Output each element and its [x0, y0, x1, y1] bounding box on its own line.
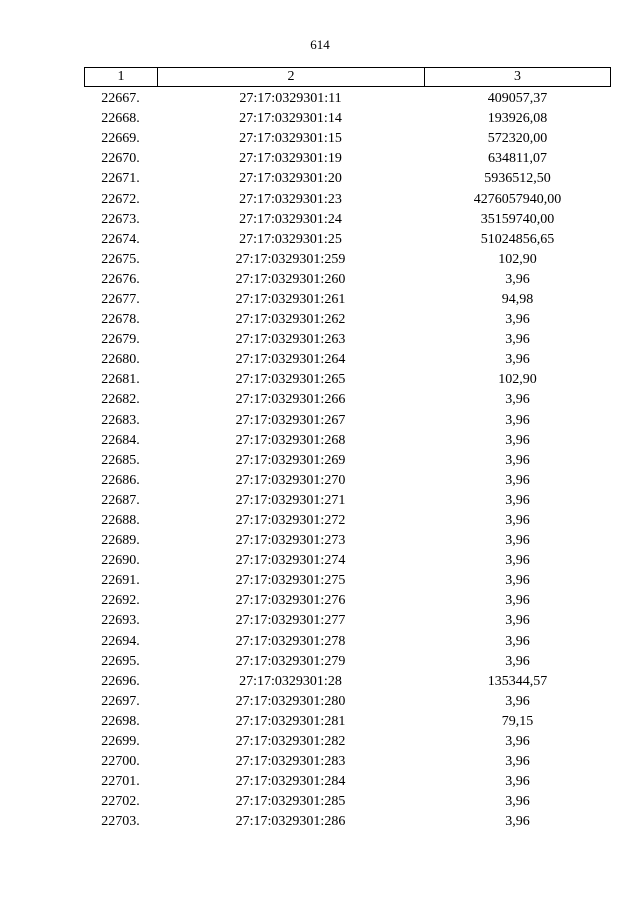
cadastral-value: 102,90	[498, 251, 537, 267]
table-row	[84, 330, 611, 350]
cadastral-number: 27:17:0329301:25	[239, 231, 342, 247]
cadastral-value: 94,98	[501, 291, 534, 307]
row-number: 22692.	[101, 593, 140, 609]
cadastral-value: 3,96	[505, 452, 530, 468]
table-row	[84, 551, 611, 571]
cadastral-number: 27:17:0329301:275	[235, 573, 346, 589]
cadastral-value: 3,96	[505, 412, 530, 428]
table-row	[84, 129, 611, 149]
cadastral-number: 27:17:0329301:262	[235, 312, 346, 328]
row-number: 22690.	[101, 553, 140, 569]
row-number: 22685.	[101, 452, 140, 468]
table-row	[84, 772, 611, 792]
cadastral-number: 27:17:0329301:283	[235, 754, 346, 770]
cadastral-number: 27:17:0329301:273	[235, 533, 346, 549]
row-number: 22687.	[101, 492, 140, 508]
cadastral-number: 27:17:0329301:14	[239, 111, 342, 127]
cadastral-value: 3,96	[505, 472, 530, 488]
table-row	[84, 792, 611, 812]
row-number: 22669.	[101, 131, 140, 147]
row-number: 22672.	[101, 191, 140, 207]
row-number: 22671.	[101, 171, 140, 187]
cadastral-number: 27:17:0329301:285	[235, 794, 346, 810]
cadastral-value: 3,96	[505, 593, 530, 609]
table-row	[84, 189, 611, 209]
cadastral-value: 409057,37	[487, 91, 548, 107]
table-row	[84, 411, 611, 431]
cadastral-value: 3,96	[505, 432, 530, 448]
table-row	[84, 431, 611, 451]
row-number: 22667.	[101, 91, 140, 107]
table-row	[84, 350, 611, 370]
table-row	[84, 370, 611, 390]
table-row	[84, 812, 611, 832]
row-number: 22676.	[101, 271, 140, 287]
cadastral-number: 27:17:0329301:11	[239, 91, 342, 107]
row-number: 22670.	[101, 151, 140, 167]
cadastral-value: 79,15	[501, 713, 534, 729]
row-number: 22677.	[101, 291, 140, 307]
row-number: 22702.	[101, 794, 140, 810]
column-header-1: 1	[85, 68, 158, 86]
row-number: 22693.	[101, 613, 140, 629]
cadastral-value: 3,96	[505, 533, 530, 549]
cadastral-number: 27:17:0329301:24	[239, 211, 342, 227]
table-row	[84, 451, 611, 471]
cadastral-value: 3,96	[505, 573, 530, 589]
cadastral-value: 3,96	[505, 794, 530, 810]
cadastral-value: 3,96	[505, 653, 530, 669]
cadastral-number: 27:17:0329301:272	[235, 513, 346, 529]
cadastral-value: 3,96	[505, 633, 530, 649]
table-row	[84, 491, 611, 511]
cadastral-number: 27:17:0329301:19	[239, 151, 342, 167]
table-row	[84, 692, 611, 712]
cadastral-value: 35159740,00	[480, 211, 555, 227]
row-number: 22674.	[101, 231, 140, 247]
cadastral-number: 27:17:0329301:28	[239, 673, 342, 689]
cadastral-number: 27:17:0329301:286	[235, 814, 346, 830]
cadastral-number: 27:17:0329301:270	[235, 472, 346, 488]
row-number: 22701.	[101, 774, 140, 790]
cadastral-value: 3,96	[505, 814, 530, 830]
cadastral-value: 3,96	[505, 754, 530, 770]
cadastral-value: 3,96	[505, 734, 530, 750]
table-row	[84, 149, 611, 169]
row-number: 22696.	[101, 673, 140, 689]
cadastral-value: 135344,57	[487, 673, 548, 689]
row-number: 22688.	[101, 513, 140, 529]
cadastral-number: 27:17:0329301:23	[239, 191, 342, 207]
table-row	[84, 571, 611, 591]
row-number: 22691.	[101, 573, 140, 589]
table-row	[84, 611, 611, 631]
cadastral-number: 27:17:0329301:274	[235, 553, 346, 569]
cadastral-number: 27:17:0329301:20	[239, 171, 342, 187]
cadastral-number: 27:17:0329301:265	[235, 372, 346, 388]
table-row	[84, 712, 611, 732]
cadastral-number: 27:17:0329301:15	[239, 131, 342, 147]
table-row	[84, 230, 611, 250]
table-row	[84, 652, 611, 672]
cadastral-number: 27:17:0329301:267	[235, 412, 346, 428]
row-number: 22695.	[101, 653, 140, 669]
cadastral-value: 102,90	[498, 372, 537, 388]
cadastral-value: 3,96	[505, 553, 530, 569]
cadastral-value: 3,96	[505, 774, 530, 790]
row-number: 22684.	[101, 432, 140, 448]
table-row	[84, 169, 611, 189]
table-row	[84, 471, 611, 491]
cadastral-value: 3,96	[505, 613, 530, 629]
row-number: 22673.	[101, 211, 140, 227]
row-number: 22699.	[101, 734, 140, 750]
cadastral-value: 3,96	[505, 392, 530, 408]
row-number: 22683.	[101, 412, 140, 428]
cadastral-value: 193926,08	[487, 111, 548, 127]
cadastral-value: 3,96	[505, 492, 530, 508]
row-number: 22679.	[101, 332, 140, 348]
cadastral-value: 3,96	[505, 352, 530, 368]
table-row	[84, 752, 611, 772]
cadastral-value: 4276057940,00	[473, 191, 562, 207]
cadastral-value: 3,96	[505, 332, 530, 348]
cadastral-number: 27:17:0329301:259	[235, 251, 346, 267]
table-body	[84, 89, 611, 832]
cadastral-number: 27:17:0329301:277	[235, 613, 346, 629]
table-row	[84, 250, 611, 270]
table-row	[84, 310, 611, 330]
table-row	[84, 270, 611, 290]
cadastral-number: 27:17:0329301:278	[235, 633, 346, 649]
row-number: 22681.	[101, 372, 140, 388]
cadastral-number: 27:17:0329301:260	[235, 271, 346, 287]
cadastral-value: 3,96	[505, 312, 530, 328]
row-number: 22675.	[101, 251, 140, 267]
row-number: 22678.	[101, 312, 140, 328]
table-row	[84, 390, 611, 410]
cadastral-number: 27:17:0329301:271	[235, 492, 346, 508]
table-row	[84, 632, 611, 652]
cadastral-number: 27:17:0329301:280	[235, 693, 346, 709]
cadastral-value: 3,96	[505, 513, 530, 529]
cadastral-value: 5936512,50	[484, 171, 551, 187]
table-row	[84, 591, 611, 611]
row-number: 22668.	[101, 111, 140, 127]
table-row	[84, 511, 611, 531]
cadastral-number: 27:17:0329301:281	[235, 713, 346, 729]
cadastral-number: 27:17:0329301:268	[235, 432, 346, 448]
cadastral-value: 3,96	[505, 271, 530, 287]
table-row	[84, 290, 611, 310]
row-number: 22703.	[101, 814, 140, 830]
cadastral-number: 27:17:0329301:282	[235, 734, 346, 750]
table-row	[84, 210, 611, 230]
table-row	[84, 109, 611, 129]
cadastral-number: 27:17:0329301:261	[235, 291, 346, 307]
row-number: 22698.	[101, 713, 140, 729]
row-number: 22694.	[101, 633, 140, 649]
cadastral-number: 27:17:0329301:279	[235, 653, 346, 669]
cadastral-number: 27:17:0329301:263	[235, 332, 346, 348]
page-number: 614	[310, 37, 330, 52]
table-row	[84, 732, 611, 752]
row-number: 22700.	[101, 754, 140, 770]
row-number: 22682.	[101, 392, 140, 408]
row-number: 22689.	[101, 533, 140, 549]
column-header-2: 2	[158, 68, 425, 86]
cadastral-value: 572320,00	[487, 131, 548, 147]
data-table	[84, 67, 611, 832]
row-number: 22680.	[101, 352, 140, 368]
cadastral-value: 3,96	[505, 693, 530, 709]
cadastral-number: 27:17:0329301:284	[235, 774, 346, 790]
cadastral-number: 27:17:0329301:264	[235, 352, 346, 368]
column-header-3: 3	[514, 69, 521, 84]
table-row	[84, 672, 611, 692]
cadastral-number: 27:17:0329301:276	[235, 593, 346, 609]
table-header	[84, 67, 611, 87]
row-number: 22697.	[101, 693, 140, 709]
cadastral-value: 634811,07	[488, 151, 547, 167]
row-number: 22686.	[101, 472, 140, 488]
cadastral-number: 27:17:0329301:269	[235, 452, 346, 468]
cadastral-number: 27:17:0329301:266	[235, 392, 346, 408]
table-row	[84, 89, 611, 109]
cadastral-value: 51024856,65	[480, 231, 555, 247]
table-row	[84, 531, 611, 551]
